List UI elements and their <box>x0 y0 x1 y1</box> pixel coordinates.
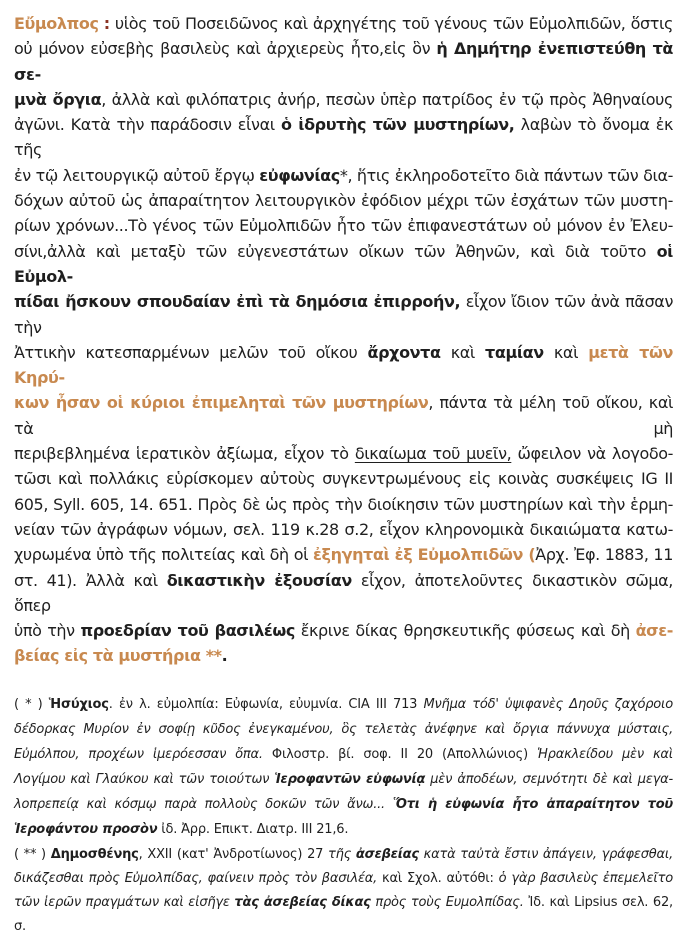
text-run: . ἐν λ. εὐμολπία: Εὐφωνία, εὐυμνία. CIA III 713 <box>108 696 424 712</box>
text-run: κων ἦσαν οἱ κύριοι ἐπιμεληταὶ τῶν μυστηρίων <box>14 393 429 413</box>
text-run: δέδορκας Μυρίον ἐν σοφίῃ κῦδος ἐνεγκαμένου, ὃς τελετὰς ἀνέφηνε καὶ ὄργια πάννυχα μύσταις, <box>14 721 673 737</box>
text-line <box>14 340 673 391</box>
text-line <box>14 163 673 188</box>
text-run: κατὰ ταὐτὰ ἔστιν ἀπάγειν, γράφεσθαι, <box>418 846 674 862</box>
text-line <box>14 112 673 163</box>
text-run: ἡ Δημήτηρ ἐνεπιστεύθη τὰ σε- <box>14 39 673 84</box>
text-run: : <box>103 14 110 33</box>
text-run: σίνι,ἀλλὰ καὶ μεταξὺ τῶν εὐγενεστάτων οἴκων τῶν Ἀθηνῶν, καὶ διὰ τοῦτο <box>14 241 657 261</box>
text-run: ἰδ. Ἀρρ. Επικτ. Διατρ. III 21,6. <box>157 821 349 837</box>
text-run: Ἱεροφάντου προσὸν <box>14 821 158 837</box>
text-run: ἐν τῷ λειτουργικῷ αὐτοῦ ἔργῳ <box>14 165 260 185</box>
text-line <box>14 188 673 213</box>
text-run: υἱὸς τοῦ Ποσειδῶνος καὶ ἀρχηγέτης τοῦ γένους τῶν Εὐμολπιδῶν, ὅστις <box>109 14 673 33</box>
text-run: νείαν τῶν ἀγράφων νόμων, σελ. 119 κ.28 σ.2, εἶχον κληρονομικὰ δικαιώματα κατω- <box>14 519 673 539</box>
text-run: Ὅτι ἡ εὐφωνία ἦτο ἀπαραίτητον τοῦ <box>392 796 673 812</box>
text-run: εὐφωνίας <box>259 165 340 185</box>
text-line <box>14 289 673 340</box>
text-line <box>14 466 673 491</box>
text-run: Ἡσύχιος <box>48 696 109 712</box>
text-run: τῶσι καὶ πολλάκις εὑρίσκομεν αὐτοὺς συγκεντρωμένους εἰς κοινὰς συσκέψεις IG II <box>14 469 673 489</box>
text-run: . <box>221 646 228 666</box>
text-line <box>14 867 673 891</box>
text-run: Ἰδ. καὶ Lipsius σελ. 62, σ. <box>14 894 673 934</box>
text-run: καὶ Σχολ. αὐτόθι: <box>377 870 499 886</box>
text-run: ὁ γὰρ βασιλεὺς ἐπεμελεῖτο <box>498 870 673 886</box>
text-run: καὶ <box>440 342 486 362</box>
text-line <box>14 792 673 817</box>
text-run: Λογίμου καὶ Γλαύκου καὶ τῶν τοιούτων <box>14 771 275 787</box>
text-line <box>14 767 673 792</box>
text-line <box>14 492 673 517</box>
text-run: πίδαι ἤσκουν σπουδαίαν ἐπὶ τὰ δημόσια ἐπιρροήν, <box>14 292 461 312</box>
text-run: , ἀλλὰ καὶ φιλόπατρις ἀνήρ, πεσὼν ὑπὲρ πατρίδος ἐν τῷ πρὸς Ἀθηναίους <box>101 89 673 109</box>
text-line <box>14 11 673 36</box>
text-run: καὶ <box>543 342 589 362</box>
text-line <box>14 36 673 87</box>
text-run: στ. 41). Ἀλλὰ καὶ <box>14 570 167 590</box>
text-line <box>14 517 673 542</box>
text-line <box>14 213 673 238</box>
text-run: Ἀρχ. Ἐφ. 1883, 11 <box>535 545 673 565</box>
text-run: Ἀττικὴν κατεσπαρμένων μελῶν τοῦ οἴκου <box>14 342 368 362</box>
text-line <box>14 87 673 112</box>
text-run: εἶχον ἴδιον τῶν ἀνὰ πᾶσαν τὴν <box>14 292 673 337</box>
article-paragraph <box>14 11 673 669</box>
text-line <box>14 891 673 939</box>
text-run: , XXII (κατ' Ἀνδροτίωνος) 27 <box>138 846 329 862</box>
text-line <box>14 239 673 290</box>
text-line <box>14 717 673 742</box>
text-run: τὰς ἀσεβείας δίκας <box>234 894 371 910</box>
text-run: μνὰ ὄργια <box>14 89 102 109</box>
text-run: ( ** ) <box>14 846 51 862</box>
text-run: Μνῆμα τόδ' ὑψιφανὲς Δηοῦς ζαχόροιο <box>423 696 673 712</box>
text-run: ὤφειλον νὰ λογοδο- <box>511 444 673 464</box>
text-run: *, ἥτις ἐκληροδοτεῖτο διὰ πάντων τῶν δια- <box>339 165 674 185</box>
text-line <box>14 843 673 867</box>
text-run: ταμίαν <box>485 342 544 362</box>
text-run: ἐξηγηταὶ ἐξ Εὐμολπιδῶν ( <box>313 545 536 565</box>
text-run: λαβὼν τὸ ὄνομα ἐκ τῆς <box>14 115 674 160</box>
text-run: περιβεβλημένα ἱερατικὸν ἀξίωμα, εἶχον τὸ <box>14 444 355 464</box>
text-line <box>14 692 673 717</box>
text-run: χυρωμένα ὑπὸ τῆς πολιτείας καὶ δὴ οἱ <box>14 545 314 565</box>
text-run: Ἱεροφαντῶν εὐφωνίᾳ <box>274 771 426 787</box>
text-run: Ἡρακλείδου μὲν καὶ <box>537 746 673 762</box>
text-run: ὑπὸ τὴν <box>14 621 81 641</box>
text-line <box>14 817 673 842</box>
text-line <box>14 568 673 619</box>
text-run: ( * ) <box>14 696 49 712</box>
text-run: δικαίωμα τοῦ μυεῖν, <box>354 444 512 464</box>
text-run: ἄρχοντα <box>367 342 441 362</box>
text-run: δικαστικὴν ἐξουσίαν <box>166 570 352 590</box>
text-run: τῆς <box>328 846 356 862</box>
text-line <box>14 542 673 567</box>
text-line <box>14 618 673 643</box>
text-run: Εὐμόλπου, προχέων ἱμερόεσσαν ὄπα. <box>14 746 263 762</box>
text-run: εἶχον, ἀποτελοῦντες δικαστικὸν σῶμα, ὅπερ <box>14 570 673 615</box>
text-run: Εὔμολπος <box>14 14 99 33</box>
text-run: μετὰ τῶν Κηρύ- <box>14 342 673 388</box>
text-run: ἀγῶνι. Κατὰ τὴν παράδοσιν εἶναι <box>14 115 281 135</box>
text-run: , πάντα τὰ μέλη τοῦ οἴκου, καὶ τὰ μὴ <box>14 393 674 438</box>
text-run: Δημοσθένης <box>50 846 139 862</box>
text-run: οὐ μόνον εὐσεβὴς βασιλεὺς καὶ ἀρχιερεὺς ἦτο,εἰς ὃν <box>14 39 437 59</box>
text-run: Φιλοστρ. βί. σοφ. II 20 (Απολλώνιος) <box>262 746 538 762</box>
text-run: ἔκρινε δίκας θρησκευτικῆς φύσεως καὶ δὴ <box>295 621 636 641</box>
text-run: μὲν ἀποδέων, σεμνότητι δὲ καὶ μεγα- <box>425 771 674 787</box>
text-run: ρίων χρόνων...Τὸ γένος τῶν Εὐμολπιδῶν ἦτο τῶν ἐπιφανεστάτων οὐ μόνον ἐν Ἐλευ- <box>14 216 673 236</box>
text-run: λοπρεπείᾳ καὶ κόσμῳ παρὰ πολλοὺς δοκῶν τῶν ἄνω... <box>14 796 393 812</box>
text-run: βείας εἰς τὰ μυστήρια ** <box>14 646 222 666</box>
text-run: οἱ Εὐμολ- <box>14 241 673 286</box>
text-run: ὁ ἱδρυτὴς τῶν μυστηρίων, <box>280 115 515 135</box>
text-run: δόχων αὐτοῦ ὡς ἀπαραίτητον λειτουργικὸν ἐφόδιον μέχρι τῶν ἐσχάτων τῶν μυστη- <box>14 191 673 211</box>
text-run: πρὸς τοὺς Ευμολπίδας. <box>370 894 524 910</box>
text-run: προεδρίαν τοῦ βασιλέως <box>80 621 296 641</box>
footnote-1 <box>14 692 673 842</box>
text-line <box>14 390 673 441</box>
text-run: ἀσεβείας <box>355 846 419 862</box>
text-run: δικάζεσθαι πρὸς Εὐμολπίδας, φαίνειν πρὸς τὸν βασιλέα, <box>14 870 378 886</box>
text-line <box>14 441 673 466</box>
text-run: 605, Syll. 605, 14. 651. Πρὸς δὲ ὡς πρὸς τὴν διοίκησιν τῶν μυστηρίων καὶ τὴν ἑρμη- <box>14 494 673 514</box>
footnote-2 <box>14 843 673 939</box>
text-line <box>14 742 673 767</box>
text-line <box>14 643 673 668</box>
text-run: ἀσε- <box>635 621 673 641</box>
text-run: τῶν ἱερῶν πραγμάτων καὶ εἰσῆγε <box>14 894 235 910</box>
